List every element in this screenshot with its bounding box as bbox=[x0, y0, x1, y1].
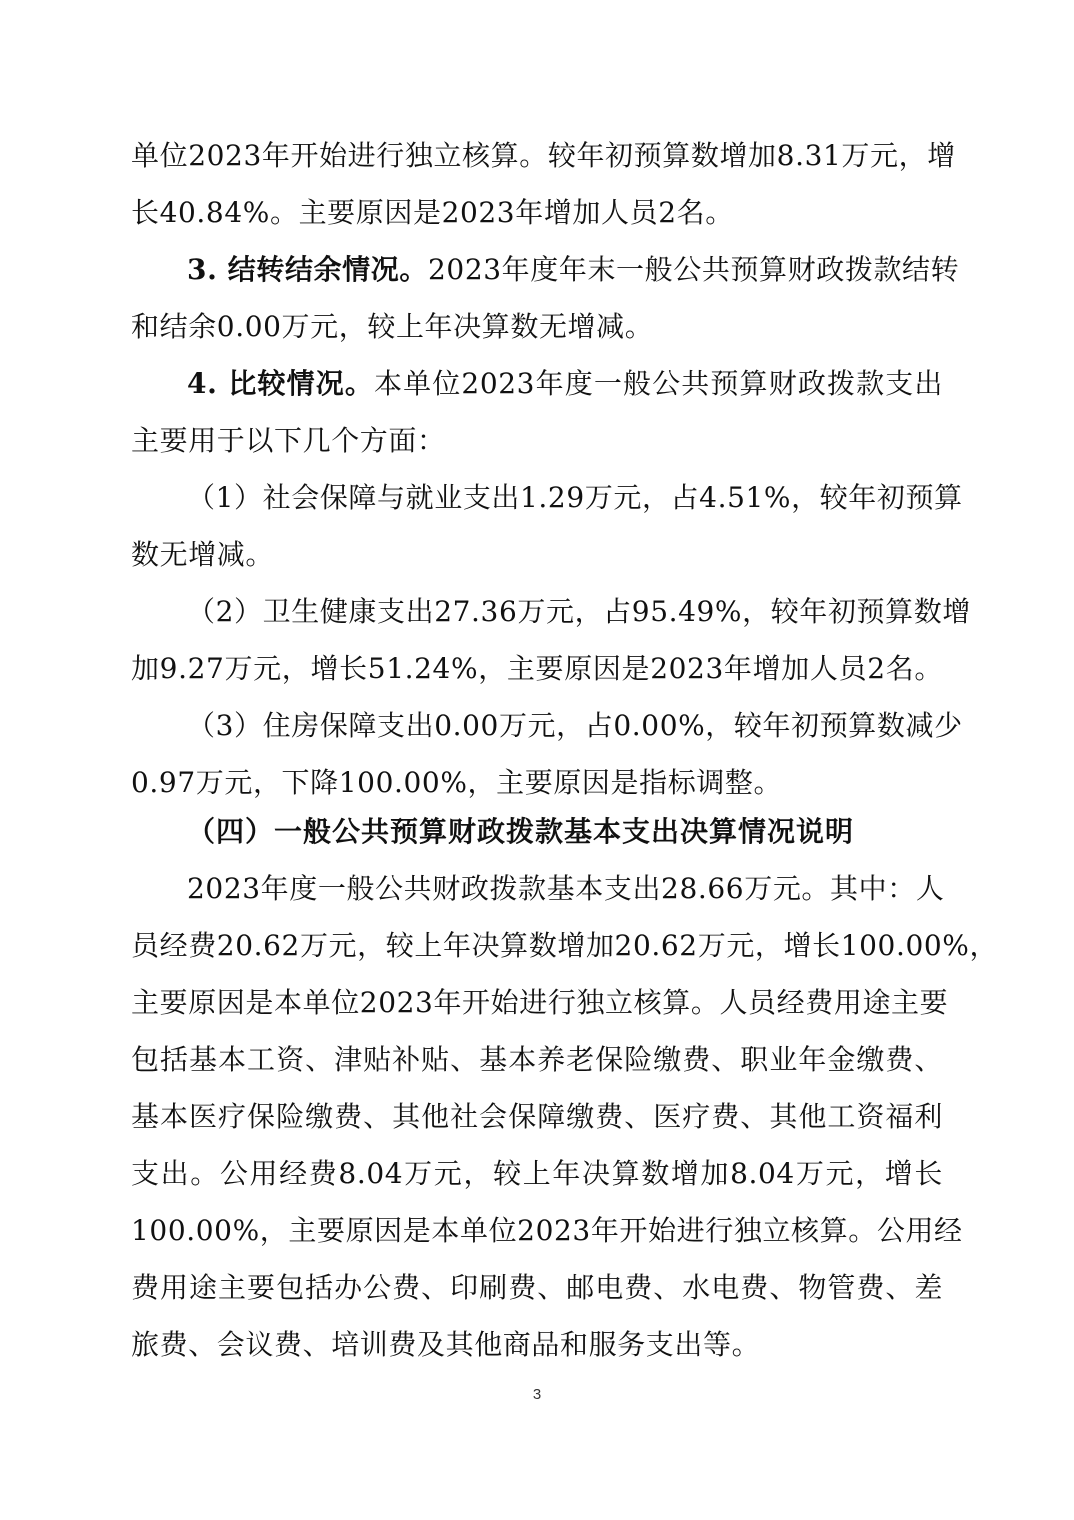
text-line: 单位2023年开始进行独立核算。较年初预算数增加8.31万元，增 bbox=[131, 139, 956, 172]
text-line: 支出。公用经费8.04万元，较上年决算数增加8.04万元，增长 bbox=[131, 1157, 943, 1190]
text-line: 长40.84%。主要原因是2023年增加人员2名。 bbox=[131, 196, 734, 229]
text-line: 主要原因是本单位2023年开始进行独立核算。人员经费用途主要 bbox=[131, 986, 949, 1019]
text-line: （3）住房保障支出0.00万元，占0.00%，较年初预算数减少 bbox=[187, 709, 963, 742]
text-line: 费用途主要包括办公费、印刷费、邮电费、水电费、物管费、差 bbox=[131, 1271, 943, 1304]
text-line: 主要用于以下几个方面： bbox=[131, 424, 446, 457]
text-line: 100.00%，主要原因是本单位2023年开始进行独立核算。公用经 bbox=[131, 1214, 963, 1247]
text-line: 包括基本工资、津贴补贴、基本养老保险缴费、职业年金缴费、 bbox=[131, 1043, 943, 1076]
item-4-paragraph bbox=[187, 364, 943, 404]
item-4-label: 4. 比较情况。 bbox=[187, 367, 374, 400]
text-line: 2023年度一般公共财政拨款基本支出28.66万元。其中：人 bbox=[187, 872, 945, 905]
text-line: 员经费20.62万元，较上年决算数增加20.62万元，增长100.00%， bbox=[131, 929, 999, 962]
section-heading: （四）一般公共预算财政拨款基本支出决算情况说明 bbox=[187, 815, 855, 848]
item-4-text: 本单位2023年度一般公共预算财政拨款支出 bbox=[374, 367, 943, 400]
text-line: 0.97万元，下降100.00%，主要原因是指标调整。 bbox=[131, 766, 783, 799]
text-line: （1）社会保障与就业支出1.29万元，占4.51%，较年初预算 bbox=[187, 481, 963, 514]
text-line: （2）卫生健康支出27.36万元，占95.49%，较年初预算数增 bbox=[187, 595, 971, 628]
text-line: 和结余0.00万元，较上年决算数无增减。 bbox=[131, 310, 654, 343]
text-line: 数无增减。 bbox=[131, 538, 275, 571]
text-line: 旅费、会议费、培训费及其他商品和服务支出等。 bbox=[131, 1328, 761, 1361]
page-number: 3 bbox=[532, 1386, 542, 1403]
item-3-paragraph bbox=[187, 250, 960, 290]
text-line: 加9.27万元，增长51.24%，主要原因是2023年增加人员2名。 bbox=[131, 652, 943, 685]
item-3-text: 2023年度年末一般公共预算财政拨款结转 bbox=[427, 253, 960, 286]
item-3-label: 3. 结转结余情况。 bbox=[187, 253, 428, 286]
text-line: 基本医疗保险缴费、其他社会保障缴费、医疗费、其他工资福利 bbox=[131, 1100, 943, 1133]
